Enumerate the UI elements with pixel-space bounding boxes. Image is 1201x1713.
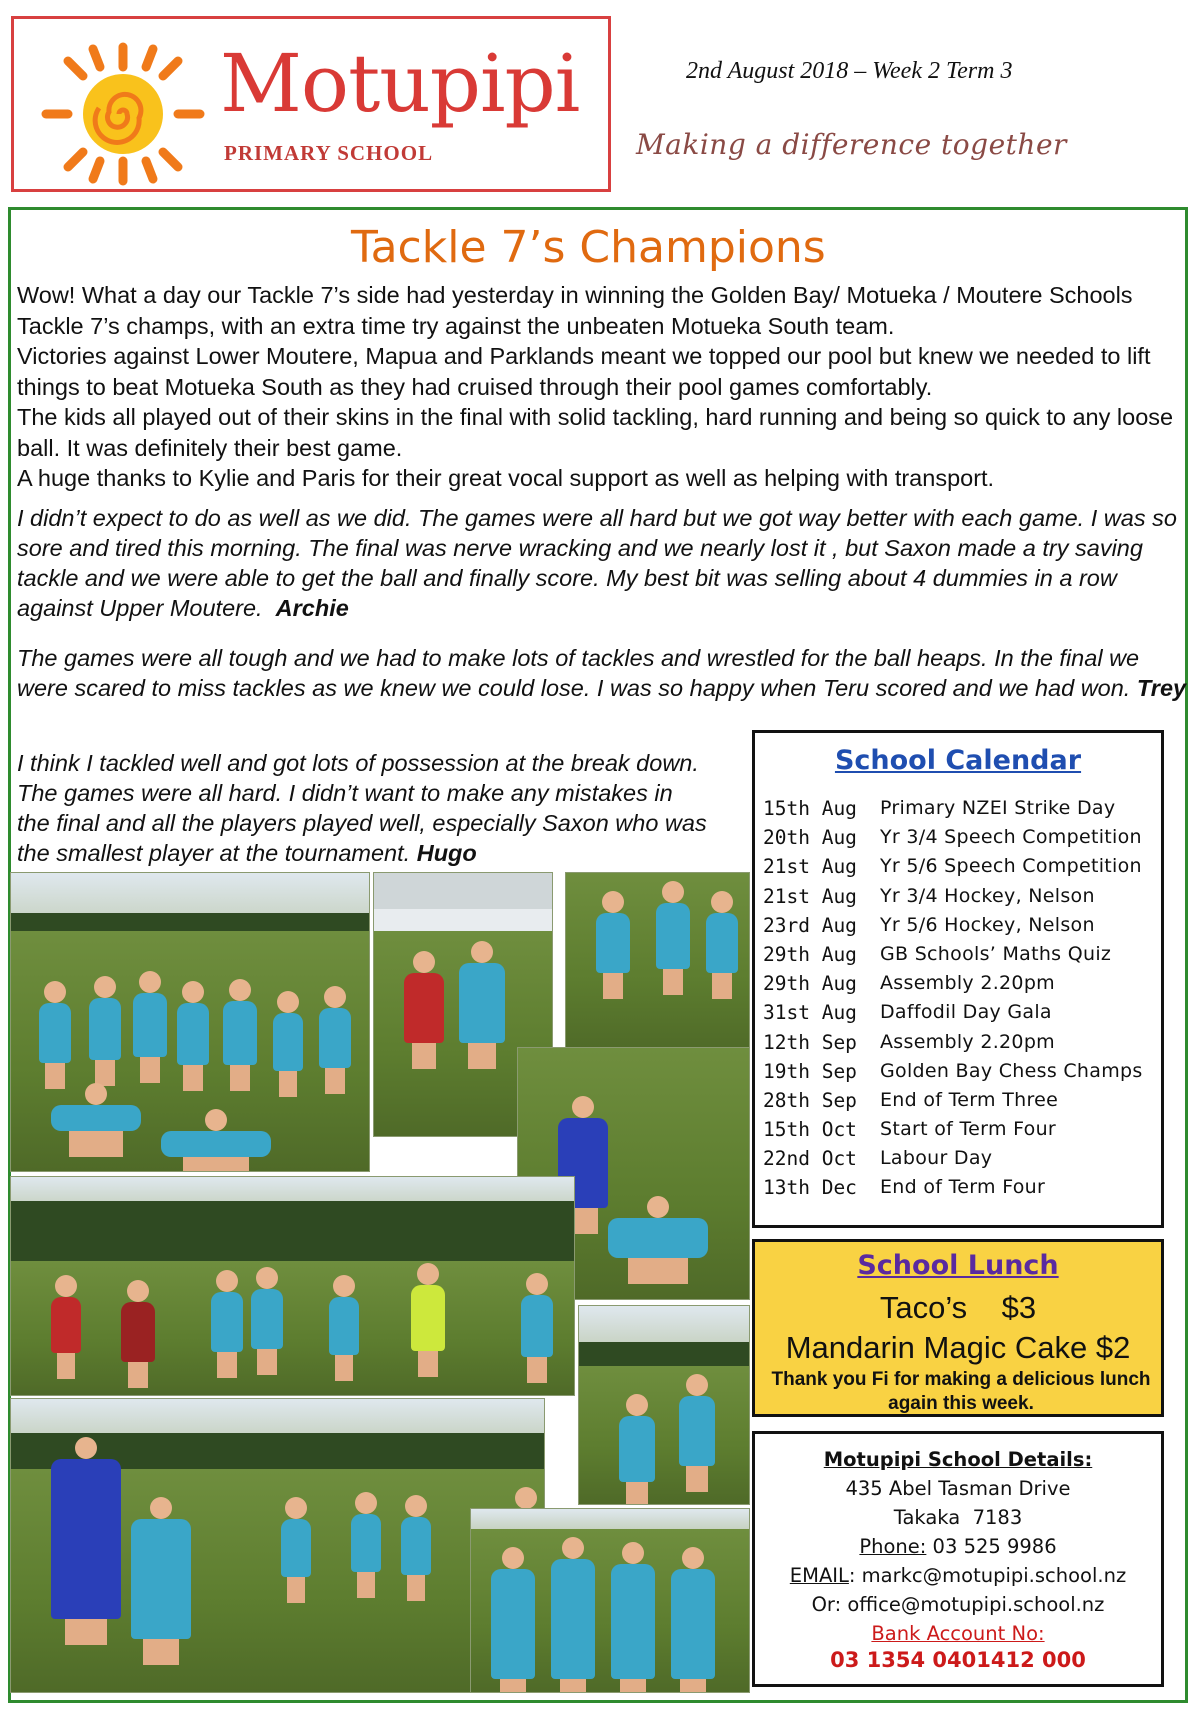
calendar-row xyxy=(763,1060,1163,1089)
calendar-event: Assembly 2.20pm xyxy=(880,1030,1055,1053)
calendar-event: Labour Day xyxy=(880,1147,993,1170)
calendar-date: 20th Aug xyxy=(763,826,857,850)
quote-text: I didn’t expect to do as well as we did. The games were all hard but we got way better with each game. I was so sore and tired this morning. The final was nerve wracking and we nearly lost it , but Saxon made a try saving tackle and we were able to get the ball and finally score. My best bit was selling about 4 dummies in a row against Upper Moutere. xyxy=(17,505,1177,621)
calendar-row xyxy=(763,1001,1163,1030)
calendar-event: Yr 3/4 Hockey, Nelson xyxy=(880,884,1095,907)
student-quote-hugo xyxy=(17,748,707,868)
calendar-event: GB Schools’ Maths Quiz xyxy=(880,942,1112,965)
team-group-photo xyxy=(470,1508,750,1693)
calendar-date: 12th Sep xyxy=(763,1030,857,1054)
calendar-row xyxy=(763,885,1163,914)
calendar-date: 21st Aug xyxy=(763,855,857,879)
calendar-row xyxy=(763,1031,1163,1060)
school-lunch-box xyxy=(752,1239,1164,1417)
team-photo-posing xyxy=(10,872,370,1172)
maul-photo xyxy=(10,1398,545,1693)
student-quote-trey xyxy=(17,643,1187,703)
quote-text: The games were all tough and we had to make lots of tackles and wrestled for the ball heaps. In the final we were scared to miss tackles as we knew we could lose. I was so happy when Teru scored and we had won. xyxy=(17,645,1140,701)
calendar-row xyxy=(763,855,1163,884)
calendar-date: 23rd Aug xyxy=(763,913,857,937)
details-title: Motupipi School Details: xyxy=(823,1448,1093,1471)
calendar-event: Yr 5/6 Speech Competition xyxy=(880,855,1142,878)
lunch-item-tacos: Taco’s $3 xyxy=(879,1290,1037,1325)
calendar-date: 15th Aug xyxy=(763,797,857,820)
email-line xyxy=(755,1564,1161,1587)
school-calendar xyxy=(752,730,1164,1228)
calendar-event: Assembly 2.20pm xyxy=(880,972,1055,995)
bank-account-number: 03 1354 0401412 000 xyxy=(830,1648,1086,1672)
email-label: EMAIL xyxy=(789,1564,849,1587)
calendar-event: Yr 3/4 Speech Competition xyxy=(880,826,1142,849)
calendar-date: 15th Oct xyxy=(763,1118,857,1142)
sun-logo-icon xyxy=(38,39,208,189)
running-players-photo xyxy=(565,872,750,1052)
student-quote-archie xyxy=(17,503,1187,623)
school-motto: Making a difference together xyxy=(636,128,1067,161)
phone-label: Phone: xyxy=(859,1535,927,1558)
calendar-date: 19th Sep xyxy=(763,1059,857,1083)
quote-author: Archie xyxy=(275,595,349,621)
calendar-row xyxy=(763,1147,1163,1176)
calendar-date: 28th Sep xyxy=(763,1088,857,1112)
calendar-row xyxy=(763,1089,1163,1118)
calendar-row xyxy=(763,972,1163,1001)
address-street: 435 Abel Tasman Drive xyxy=(845,1477,1071,1500)
article-paragraph: Victories against Lower Moutere, Mapua and Parklands meant we topped our pool but knew we needed to lift things to beat Motueka South as they had cruised through their pool games comfortably. xyxy=(17,343,1151,400)
calendar-event: End of Term Four xyxy=(880,1176,1046,1199)
lunch-thanks-note: Thank you Fi for making a delicious lunch again this week. xyxy=(771,1369,1151,1414)
calendar-date: 31st Aug xyxy=(763,1001,857,1025)
calendar-list xyxy=(763,797,1163,1206)
calendar-row xyxy=(763,826,1163,855)
calendar-date: 21st Aug xyxy=(763,884,857,908)
school-name: Motupipi xyxy=(220,37,580,130)
lunch-title: School Lunch xyxy=(857,1250,1059,1281)
school-logo xyxy=(11,16,611,192)
calendar-row xyxy=(763,914,1163,943)
calendar-date: 13th Dec xyxy=(763,1176,857,1200)
calendar-title: School Calendar xyxy=(834,745,1082,776)
quote-author: Hugo xyxy=(416,840,477,866)
article-paragraph: The kids all played out of their skins in the final with solid tackling, hard running and being so quick to any loose ball. It was definitely their best game. xyxy=(17,404,1174,461)
calendar-event: Daffodil Day Gala xyxy=(880,1001,1052,1024)
quote-text: I think I tackled well and got lots of possession at the break down. The games were all hard. I didn’t want to make any mistakes in the final and all the players played well, especially Saxon who was the smallest player at the tournament. xyxy=(17,750,707,866)
school-subtitle: PRIMARY SCHOOL xyxy=(224,141,434,165)
article-paragraph: A huge thanks to Kylie and Paris for their great vocal support as well as helping with transport. xyxy=(17,465,995,491)
calendar-event: Start of Term Four xyxy=(880,1118,1057,1141)
calendar-event: End of Term Three xyxy=(880,1088,1059,1111)
calendar-event: Yr 5/6 Hockey, Nelson xyxy=(880,913,1095,936)
newsletter-date: 2nd August 2018 – Week 2 Term 3 xyxy=(686,58,1013,84)
calendar-date: 22nd Oct xyxy=(763,1147,857,1171)
article-title: Tackle 7’s Champions xyxy=(351,222,826,273)
calendar-row xyxy=(763,797,1163,826)
calendar-date: 29th Aug xyxy=(763,942,857,966)
calendar-event: Golden Bay Chess Champs xyxy=(880,1059,1143,1082)
email-address[interactable]: : markc@motupipi.school.nz xyxy=(848,1564,1127,1587)
phone-line xyxy=(755,1535,1161,1558)
calendar-row xyxy=(763,943,1163,972)
lineout-photo xyxy=(578,1305,750,1505)
school-details-box xyxy=(752,1431,1164,1687)
article-paragraph: Wow! What a day our Tackle 7’s side had yesterday in winning the Golden Bay/ Motueka / Moutere Schools Tackle 7’s champs, with an extra time try against the unbeaten Motueka South team. xyxy=(17,282,1133,339)
address-town: Takaka 7183 xyxy=(893,1506,1023,1529)
calendar-row xyxy=(763,1118,1163,1147)
field-match-photo xyxy=(10,1176,575,1396)
quote-author: Trey xyxy=(1136,675,1187,701)
calendar-event: Primary NZEI Strike Day xyxy=(880,797,1116,819)
bank-label: Bank Account No: xyxy=(871,1622,1045,1645)
email-alt-line[interactable]: Or: office@motupipi.school.nz xyxy=(811,1593,1105,1616)
lunch-item-cake: Mandarin Magic Cake $2 xyxy=(785,1330,1131,1365)
calendar-date: 29th Aug xyxy=(763,972,857,996)
phone-number: 03 525 9986 xyxy=(926,1535,1057,1558)
article-body xyxy=(17,280,1177,494)
calendar-row xyxy=(763,1176,1163,1205)
